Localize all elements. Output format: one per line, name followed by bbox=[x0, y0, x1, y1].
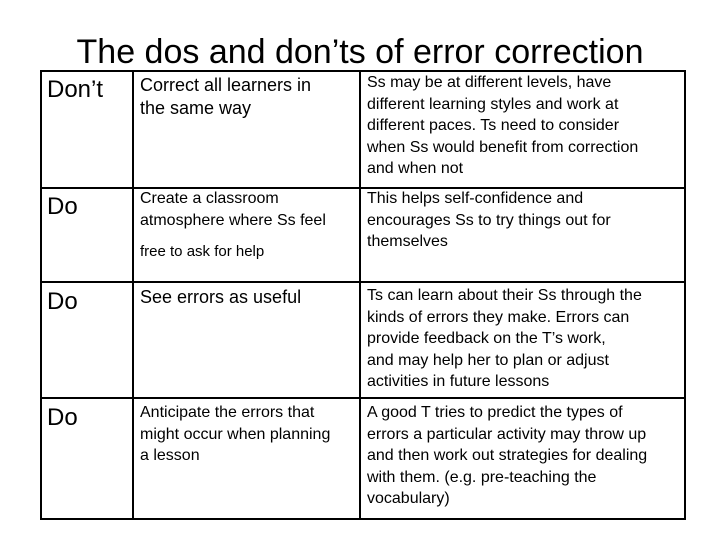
row-2-label: Do bbox=[47, 193, 78, 220]
row-2-action-line-3: free to ask for help bbox=[140, 243, 265, 260]
slide-title: The dos and don’ts of error correction bbox=[76, 33, 644, 71]
row-4-label: Do bbox=[47, 404, 78, 431]
row-2-action-line-2: atmosphere where Ss feel bbox=[140, 211, 326, 229]
row-3-action-line-1: See errors as useful bbox=[140, 287, 302, 307]
row-1-reason-line-5: and when not bbox=[367, 160, 464, 178]
row-3-label: Do bbox=[47, 288, 78, 315]
row-1-reason-line-3: different paces. Ts need to consider bbox=[367, 117, 620, 135]
row-1-action-line-1: Correct all learners in bbox=[140, 75, 312, 95]
row-3-reason-line-4: and may help her to plan or adjust bbox=[367, 351, 609, 369]
row-4-action-line-3: a lesson bbox=[140, 447, 200, 465]
row-1-reason-line-1: Ss may be at different levels, have bbox=[367, 74, 612, 91]
row-2-reason-line-2: encourages Ss to try things out for bbox=[367, 211, 611, 229]
row-2-reason-line-3: themselves bbox=[367, 233, 448, 251]
row-4-reason-line-1: A good T tries to predict the types of bbox=[367, 404, 623, 421]
row-4-reason-line-3: and then work out strategies for dealing bbox=[367, 447, 648, 465]
row-2-reason-line-1: This helps self-confidence and bbox=[367, 190, 584, 207]
row-4-action-line-1: Anticipate the errors that bbox=[140, 404, 315, 421]
row-1-reason-line-2: different learning styles and work at bbox=[367, 95, 619, 113]
row-3-reason-line-5: activities in future lessons bbox=[367, 373, 550, 391]
row-4-reason-line-4: with them. (e.g. pre-teaching the bbox=[367, 468, 597, 486]
row-4-reason-line-2: errors a particular activity may throw up bbox=[367, 425, 647, 443]
row-1-action-line-2: the same way bbox=[140, 98, 252, 118]
row-2-action-line-1: Create a classroom bbox=[140, 190, 279, 207]
row-3-reason-line-2: kinds of errors they make. Errors can bbox=[367, 308, 630, 326]
row-1-label: Don’t bbox=[47, 76, 104, 103]
row-4-reason-line-5: vocabulary) bbox=[367, 490, 450, 508]
row-3-reason-line-1: Ts can learn about their Ss through the bbox=[367, 287, 642, 304]
row-4-action-line-2: might occur when planning bbox=[140, 425, 331, 443]
row-3-reason-line-3: provide feedback on the T’s work, bbox=[367, 330, 606, 348]
row-1-reason-line-4: when Ss would benefit from correction bbox=[367, 138, 639, 156]
